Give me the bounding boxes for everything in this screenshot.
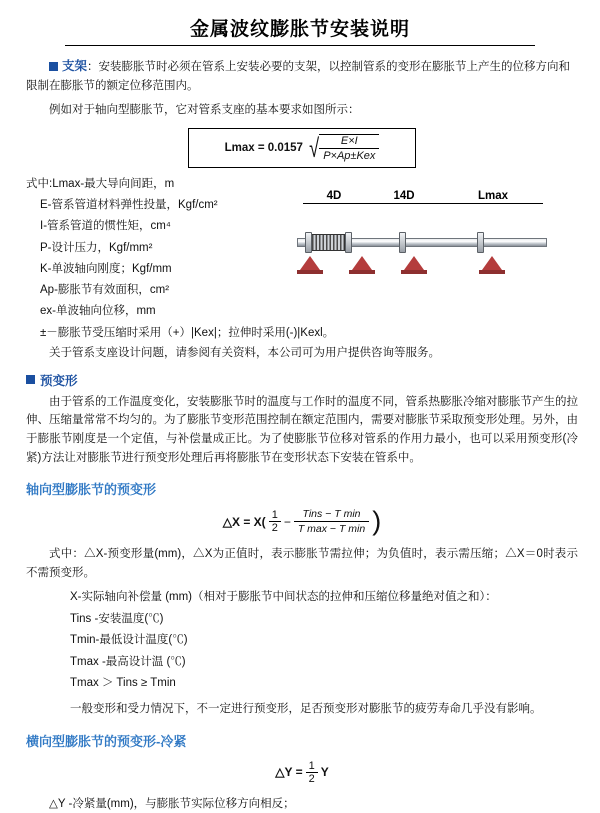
section-predeform-heading-row bbox=[26, 371, 578, 389]
section-support-intro: 支架：安装膨胀节时必须在管系上安装必要的支架，以控制管系的变形在膨胀节上产生的位移方向和限制在膨胀节的额定位移范围内。 bbox=[26, 59, 571, 92]
axial-line-3: Tins -安装温度(℃) bbox=[70, 613, 164, 625]
formula-half-fraction-y bbox=[306, 760, 318, 785]
section-support-heading: 支架 bbox=[62, 59, 88, 73]
support-triangle-icon bbox=[352, 256, 372, 270]
formula-lmax-fraction bbox=[319, 134, 379, 162]
radical-sign-icon: √ bbox=[309, 132, 320, 163]
figure-dimension-rule bbox=[303, 203, 543, 204]
square-bullet-icon bbox=[49, 62, 58, 71]
formula-half-fraction bbox=[269, 509, 281, 534]
formula-temp-numerator: Tins − T min bbox=[294, 508, 369, 522]
formula-delta-y-rhs: Y bbox=[320, 765, 329, 780]
support-triangle-icon bbox=[482, 256, 502, 270]
legend-line-7: ±－膨胀节受压缩时采用（+）|Kex|；拉伸时采用(-)|Kexl。 bbox=[40, 326, 335, 339]
axial-line-7: 一般变形和受力情况下，不一定进行预变形，足否预变形对膨胀节的疲劳寿命几乎没有影响。 bbox=[70, 703, 542, 716]
legend-line-6: ex-单波轴向位移，mm bbox=[40, 305, 156, 318]
figure-dimension-labels bbox=[287, 190, 578, 202]
subsection-axial-heading: 轴向型膨胀节的预变形 bbox=[26, 482, 157, 498]
formula-half-denominator: 2 bbox=[271, 522, 278, 535]
figure-label-14d: 14D bbox=[393, 189, 415, 202]
page-title: 金属波纹膨胀节安装说明 bbox=[189, 19, 410, 40]
legend-line-4: K-单波轴向刚度；Kgf/mm bbox=[40, 262, 172, 275]
formula-closing-paren: ) bbox=[372, 505, 382, 536]
title-divider bbox=[65, 45, 535, 46]
formula-half-denominator-y: 2 bbox=[308, 772, 315, 785]
axial-line-2: X-实际轴向补偿量 (mm)（相对于膨胀节中间状态的拉伸和压缩位移量绝对值之和）： bbox=[70, 591, 497, 604]
support-anchor-4 bbox=[479, 254, 505, 274]
document-page bbox=[0, 14, 600, 810]
section-predeform-heading: 预变形 bbox=[40, 373, 78, 388]
formula-delta-y bbox=[26, 760, 578, 785]
formula-delta-y-expr bbox=[275, 760, 329, 785]
section-support-para3: 关于管系支座设计问题，请参阅有关资料，本公司可为用户提供咨询等服务。 bbox=[49, 347, 440, 359]
formula-lmax-numerator: E×I bbox=[319, 135, 379, 149]
axial-line-5: Tmax -最高设计温 (℃) bbox=[70, 655, 186, 668]
formula-lmax bbox=[188, 128, 416, 168]
formula-lmax-radical bbox=[307, 134, 380, 162]
section-support-para2: 例如对于轴向型膨胀节，它对管系支座的基本要求如图所示： bbox=[49, 104, 360, 117]
support-anchor-1 bbox=[297, 254, 323, 274]
pipe-support-figure bbox=[287, 174, 578, 282]
lateral-line-1: △Y -冷紧量(mm)，与膨胀节实际位移方向相反； bbox=[49, 797, 295, 810]
formula-delta-x-expr bbox=[222, 505, 382, 536]
formula-lmax-denominator: P×Ap±Kex bbox=[323, 149, 376, 162]
axial-line-6: Tmax ＞ Tins ≥ Tmin bbox=[70, 676, 176, 689]
formula-lmax-lhs: Lmax = 0.0157 bbox=[224, 141, 303, 154]
formula-delta-x bbox=[26, 505, 578, 536]
section-support-para1: 安装膨胀节时必须在管系上安装必要的支架，以控制管系的变形在膨胀节上产生的位移方向和限制在膨胀节的额定位移范围内。 bbox=[26, 61, 571, 92]
support-anchor-2 bbox=[349, 254, 375, 274]
figure-drawing bbox=[287, 212, 555, 282]
formula-temp-fraction bbox=[294, 508, 369, 535]
subsection-lateral-heading: 横向型膨胀节的预变形-冷紧 bbox=[26, 733, 187, 749]
bellows-expansion-joint bbox=[311, 234, 345, 251]
formula-minus-sign: − bbox=[283, 514, 291, 529]
square-bullet-icon bbox=[26, 375, 35, 384]
figure-label-lmax: Lmax bbox=[477, 189, 509, 202]
figure-label-4d: 4D bbox=[326, 189, 342, 202]
legend-line-0: 式中:Lmax-最大导向间距，m bbox=[26, 177, 175, 190]
formula-temp-denominator: T max − T min bbox=[297, 523, 366, 536]
support-anchor-3 bbox=[401, 254, 427, 274]
pipe-flange-left bbox=[305, 232, 312, 253]
axial-line-4: Tmin-最低设计温度(℃) bbox=[70, 634, 188, 647]
legend-line-3: P-设计压力，Kgf/mm² bbox=[40, 241, 153, 254]
pipe-guide-mid bbox=[399, 232, 406, 253]
support-triangle-icon bbox=[300, 256, 320, 270]
legend-and-figure-row bbox=[26, 174, 578, 344]
formula-half-numerator: 1 bbox=[269, 509, 281, 522]
axial-line-1: 式中：△X-预变形量(mm)，△X为正值时，表示膨胀节需拉伸；为负值时，表示需压缩；△X＝0时表示不需预变形。 bbox=[26, 548, 578, 579]
legend-line-1: E-管系管道材料弹性投量，Kgf/cm² bbox=[40, 199, 218, 212]
formula-half-numerator-y: 1 bbox=[306, 760, 318, 773]
document-body bbox=[0, 56, 600, 813]
legend-line-5: Ap-膨胀节有效面积，cm² bbox=[40, 284, 170, 297]
formula-delta-y-lhs: △Y = bbox=[275, 765, 303, 780]
formula-delta-x-lhs: △X = X( bbox=[222, 514, 266, 529]
section-predeform-para1: 由于管系的工作温度变化，安装膨胀节时的温度与工作时的温度不同，管系热膨胀冷缩对膨胀节产生的拉伸、压缩量常常不均匀的。为了膨胀节变形范围控制在额定范围内，需要对膨胀节采取预变形处理。另外，由于膨胀节刚度是一个定值，与补偿量成正比。为了使膨胀节位移对管系的作用力最小，也可以采用预变形(冷紧)方法让对膨胀节进行预变形处理后再将膨胀节在变形状态下安装在管系中。 bbox=[26, 395, 578, 464]
pipe-guide-right bbox=[477, 232, 484, 253]
legend-line-2: I-管系管道的惯性矩，cm⁴ bbox=[40, 220, 171, 233]
support-triangle-icon bbox=[404, 256, 424, 270]
pipe-flange-right bbox=[345, 232, 352, 253]
